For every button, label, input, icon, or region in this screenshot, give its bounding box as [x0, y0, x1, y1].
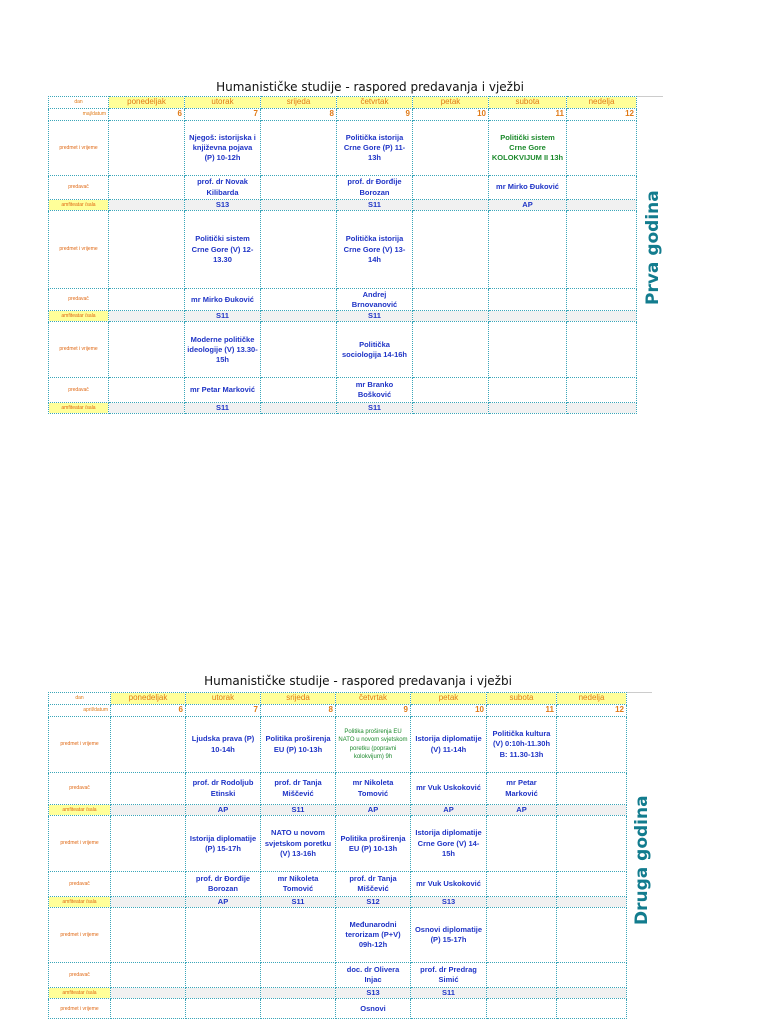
row-label-predavac: predavač	[49, 872, 111, 897]
lecturer-cell: prof. dr Tanja Miščević	[261, 773, 336, 805]
lecturer-cell	[489, 378, 567, 403]
lecturer-cell: mr Vuk Uskoković	[411, 773, 487, 805]
lecturer-cell: mr Nikoleta Tomović	[261, 872, 336, 897]
row-label-predavac: predavač	[49, 773, 111, 805]
room-cell	[487, 897, 557, 908]
row-label-predmet: predmet i vrijeme	[49, 322, 109, 378]
room-cell	[567, 200, 637, 211]
course-cell: Međunarodni terorizam (P+V) 09h-12h	[336, 908, 411, 963]
course-cell	[261, 999, 336, 1019]
course-cell: Ljudska prava (P) 10-14h	[186, 717, 261, 773]
course-cell: Moderne političke ideologije (V) 13.30-15h	[185, 322, 261, 378]
date-cell-2: 8	[261, 109, 337, 121]
day-header-5: subota	[487, 693, 557, 705]
room-cell	[261, 200, 337, 211]
row-label-amfiteatar: amfiteatar /sala	[49, 988, 111, 999]
lecturer-cell	[261, 378, 337, 403]
date-cell-3: 9	[336, 705, 411, 717]
course-cell	[186, 999, 261, 1019]
course-cell: Politička sociologija 14-16h	[337, 322, 413, 378]
course-cell	[111, 999, 186, 1019]
course-cell: Istorija diplomatije (V) 11-14h	[411, 717, 487, 773]
room-cell	[557, 988, 627, 999]
course-cell: Politička kultura (V) 0:10h-11.30h B: 11.30-13h	[487, 717, 557, 773]
room-cell	[413, 403, 489, 414]
lecturer-cell	[261, 963, 336, 988]
side-label-prva: Prva godina	[643, 190, 663, 305]
course-cell: Politička istorija Crne Gore (V) 13-14h	[337, 211, 413, 289]
room-cell: S11	[261, 897, 336, 908]
course-cell	[111, 908, 186, 963]
room-cell: AP	[186, 805, 261, 816]
lecturer-cell: mr Petar Marković	[185, 378, 261, 403]
room-cell	[261, 403, 337, 414]
course-cell: Istorija diplomatije (P) 15-17h	[186, 816, 261, 872]
lecturer-cell	[111, 773, 186, 805]
row-label-dan: dan	[49, 693, 111, 705]
row-label-amfiteatar: amfiteatar /sala	[49, 403, 109, 414]
room-cell	[489, 403, 567, 414]
row-label-predmet: predmet i vrijeme	[49, 816, 111, 872]
course-cell: Politički sistem Crne Gore (V) 12-13.30	[185, 211, 261, 289]
lecturer-cell: prof. dr Đorđije Borozan	[186, 872, 261, 897]
schedule-table-druga	[48, 692, 627, 1019]
lecturer-cell	[487, 872, 557, 897]
course-cell: Politički sistem Crne Gore KOLOKVIJUM II 13h	[489, 121, 567, 176]
day-header-5: subota	[489, 97, 567, 109]
lecturer-cell	[111, 963, 186, 988]
lecturer-cell: mr Vuk Uskoković	[411, 872, 487, 897]
day-header-3: četvrtak	[337, 97, 413, 109]
row-label-datum: maj/datum	[49, 109, 109, 121]
room-cell	[567, 311, 637, 322]
lecturer-cell	[487, 963, 557, 988]
course-cell	[557, 908, 627, 963]
course-cell	[111, 816, 186, 872]
row-label-predmet: predmet i vrijeme	[49, 717, 111, 773]
course-cell	[489, 322, 567, 378]
room-cell: AP	[487, 805, 557, 816]
course-cell	[186, 908, 261, 963]
sheet1-topline	[636, 96, 663, 97]
lecturer-cell: mr Mirko Đuković	[489, 176, 567, 200]
sheet1-title: Humanističke studije - raspored predavanja i vježbi	[216, 80, 524, 94]
course-cell: Osnovi diplomatije (P) 15-17h	[411, 908, 487, 963]
row-label-amfiteatar: amfiteatar /sala	[49, 311, 109, 322]
date-cell-4: 10	[413, 109, 489, 121]
room-cell	[567, 403, 637, 414]
course-cell: Politika proširenja EU (P) 10-13h	[261, 717, 336, 773]
room-cell	[261, 988, 336, 999]
lecturer-cell: prof. dr Tanja Miščević	[336, 872, 411, 897]
room-cell	[489, 311, 567, 322]
row-label-dan: dan	[49, 97, 109, 109]
lecturer-cell	[111, 872, 186, 897]
lecturer-cell	[489, 289, 567, 311]
lecturer-cell	[557, 872, 627, 897]
room-cell: S11	[337, 403, 413, 414]
lecturer-cell: prof. dr Đorđije Borozan	[337, 176, 413, 200]
room-cell	[557, 897, 627, 908]
course-cell	[567, 121, 637, 176]
course-cell: Politika proširenja EU (P) 10-13h	[336, 816, 411, 872]
lecturer-cell: Andrej Brnovanović	[337, 289, 413, 311]
room-cell	[413, 311, 489, 322]
day-header-6: nedelja	[557, 693, 627, 705]
course-cell	[413, 121, 489, 176]
lecturer-cell	[413, 289, 489, 311]
day-header-0: ponedeljak	[109, 97, 185, 109]
lecturer-cell	[109, 378, 185, 403]
day-header-4: petak	[411, 693, 487, 705]
row-label-predmet: predmet i vrijeme	[49, 908, 111, 963]
course-cell	[557, 717, 627, 773]
day-header-2: srijeda	[261, 693, 336, 705]
course-cell	[567, 211, 637, 289]
room-cell: S11	[337, 311, 413, 322]
lecturer-cell	[261, 289, 337, 311]
room-cell	[557, 805, 627, 816]
course-cell: Politika proširenja EU NATO u novom svjetskom poretku (popravni kolokvijum) 9h	[336, 717, 411, 773]
course-cell	[111, 717, 186, 773]
day-header-4: petak	[413, 97, 489, 109]
room-cell	[109, 403, 185, 414]
schedule-table-prva	[48, 96, 637, 414]
sheet2-title: Humanističke studije - raspored predavanja i vježbi	[204, 674, 512, 688]
course-cell	[109, 121, 185, 176]
course-cell	[557, 816, 627, 872]
room-cell: S11	[261, 805, 336, 816]
lecturer-cell	[567, 176, 637, 200]
date-cell-6: 12	[567, 109, 637, 121]
lecturer-cell	[557, 963, 627, 988]
course-cell	[261, 908, 336, 963]
date-cell-5: 11	[487, 705, 557, 717]
course-cell: Istorija diplomatije Crne Gore (V) 14-15h	[411, 816, 487, 872]
row-label-predmet: predmet i vrijeme	[49, 999, 111, 1019]
date-cell-5: 11	[489, 109, 567, 121]
lecturer-cell: mr Nikoleta Tomović	[336, 773, 411, 805]
lecturer-cell: mr Mirko Đuković	[185, 289, 261, 311]
date-cell-0: 6	[109, 109, 185, 121]
course-cell	[261, 211, 337, 289]
course-cell	[261, 121, 337, 176]
date-cell-0: 6	[111, 705, 186, 717]
lecturer-cell	[186, 963, 261, 988]
course-cell	[487, 816, 557, 872]
date-cell-1: 7	[186, 705, 261, 717]
row-label-predavac: predavač	[49, 378, 109, 403]
room-cell: AP	[489, 200, 567, 211]
room-cell: S11	[185, 311, 261, 322]
row-label-predavac: predavač	[49, 963, 111, 988]
row-label-amfiteatar: amfiteatar /sala	[49, 200, 109, 211]
date-cell-1: 7	[185, 109, 261, 121]
room-cell	[111, 988, 186, 999]
lecturer-cell: mr Petar Marković	[487, 773, 557, 805]
room-cell: AP	[411, 805, 487, 816]
date-cell-4: 10	[411, 705, 487, 717]
room-cell: S13	[411, 897, 487, 908]
lecturer-cell	[109, 176, 185, 200]
room-cell	[487, 988, 557, 999]
date-cell-6: 12	[557, 705, 627, 717]
lecturer-cell	[567, 378, 637, 403]
row-label-predavac: predavač	[49, 289, 109, 311]
course-cell	[489, 211, 567, 289]
row-label-datum: april/datum	[49, 705, 111, 717]
room-cell	[261, 311, 337, 322]
day-header-2: srijeda	[261, 97, 337, 109]
course-cell	[411, 999, 487, 1019]
course-cell: NATO u novom svjetskom poretku (V) 13-16h	[261, 816, 336, 872]
course-cell	[557, 999, 627, 1019]
side-label-druga: Druga godina	[632, 795, 652, 925]
course-cell	[487, 908, 557, 963]
lecturer-cell	[109, 289, 185, 311]
day-header-1: utorak	[186, 693, 261, 705]
lecturer-cell	[557, 773, 627, 805]
course-cell	[487, 999, 557, 1019]
row-label-predmet: predmet i vrijeme	[49, 121, 109, 176]
day-header-6: nedelja	[567, 97, 637, 109]
room-cell	[413, 200, 489, 211]
lecturer-cell: doc. dr Olivera Injac	[336, 963, 411, 988]
room-cell: AP	[336, 805, 411, 816]
room-cell	[109, 311, 185, 322]
day-header-3: četvrtak	[336, 693, 411, 705]
course-cell	[413, 322, 489, 378]
row-label-predavac: predavač	[49, 176, 109, 200]
room-cell: AP	[186, 897, 261, 908]
course-cell	[567, 322, 637, 378]
row-label-predmet: predmet i vrijeme	[49, 211, 109, 289]
room-cell	[109, 200, 185, 211]
day-header-0: ponedeljak	[111, 693, 186, 705]
course-cell	[413, 211, 489, 289]
row-label-amfiteatar: amfiteatar /sala	[49, 897, 111, 908]
date-cell-3: 9	[337, 109, 413, 121]
lecturer-cell	[413, 378, 489, 403]
room-cell: S11	[337, 200, 413, 211]
lecturer-cell	[413, 176, 489, 200]
lecturer-cell: prof. dr Rodoljub Etinski	[186, 773, 261, 805]
course-cell	[109, 211, 185, 289]
room-cell: S11	[411, 988, 487, 999]
room-cell: S13	[185, 200, 261, 211]
lecturer-cell: mr Branko Bošković	[337, 378, 413, 403]
row-label-amfiteatar: amfiteatar /sala	[49, 805, 111, 816]
room-cell: S13	[336, 988, 411, 999]
course-cell: Osnovi	[336, 999, 411, 1019]
room-cell	[111, 897, 186, 908]
lecturer-cell	[261, 176, 337, 200]
lecturer-cell	[567, 289, 637, 311]
room-cell: S12	[336, 897, 411, 908]
room-cell: S11	[185, 403, 261, 414]
lecturer-cell: prof. dr Novak Kilibarda	[185, 176, 261, 200]
course-cell: Politička istorija Crne Gore (P) 11-13h	[337, 121, 413, 176]
course-cell: Njegoš: istorijska i književna pojava (P) 10-12h	[185, 121, 261, 176]
room-cell	[111, 805, 186, 816]
course-cell	[261, 322, 337, 378]
date-cell-2: 8	[261, 705, 336, 717]
course-cell	[109, 322, 185, 378]
room-cell	[186, 988, 261, 999]
lecturer-cell: prof. dr Predrag Simić	[411, 963, 487, 988]
sheet2-topline	[626, 692, 652, 693]
day-header-1: utorak	[185, 97, 261, 109]
